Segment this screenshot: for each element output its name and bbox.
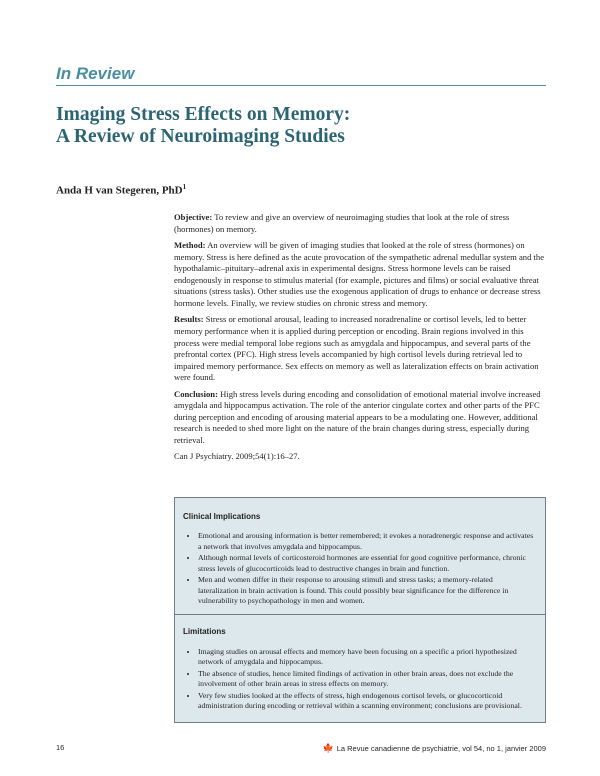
journal-footer (322, 743, 546, 754)
clinical-list (183, 531, 535, 606)
limitations-item: • Imaging studies on arousal effects and memory have been focusing on a specific a priori hypothesized network of amygdala and hippocampus. (198, 647, 535, 668)
abstract-conclusion (174, 389, 546, 447)
abstract-method (174, 240, 546, 310)
abstract-objective (174, 212, 546, 235)
abstract-results (174, 314, 546, 384)
conclusion-label: Conclusion: (174, 388, 218, 399)
results-text: Stress or emotional arousal, leading to increased noradrenaline or cortisol levels, led to better memory performance when it is applied during perception or encoding. Brain regions involved in this process were medial temporal lobe regions such as amygdala and hippocampus, and several parts of the prefrontal cortex (PFC). High stress levels accompanied by high cortisol levels during retrieval led to impaired memory performance. Sex effects on memory as well as lateralization effects on brain activation were found. (174, 314, 539, 383)
limitations-list (183, 647, 535, 712)
limitations-item: • The absence of studies, hence limited findings of activation in other brain areas, does not exclude the involvement of other brain areas in stress effects on memory. (198, 669, 535, 690)
author-superscript: 1 (182, 183, 187, 191)
section-label: In Review (56, 64, 135, 83)
author-name: Anda H van Stegeren, PhD (56, 184, 183, 197)
article-title (56, 104, 526, 148)
author-line (56, 183, 186, 197)
limitations-item: • Very few studies looked at the effects of stress, high endogenous cortisol levels, or glucocorticoid administration during encoding or retrieval within a scanning environment; conclusions are provisional. (198, 691, 535, 712)
implications-box (174, 497, 546, 723)
clinical-item: • Emotional and arousing information is better remembered; it evokes a noradrenergic response and activates a network that involves amygdala and hippocampus. (198, 531, 535, 552)
journal-name: La Revue canadienne de psychiatrie, vol 54, no 1, janvier 2009 (336, 744, 546, 753)
citation: Can J Psychiatry. 2009;54(1):16–27. (174, 451, 300, 462)
conclusion-text: High stress levels during encoding and consolidation of emotional material involve increased amygdala and hippocampus activation. The role of the anterior cingulate cortex and other parts of the PFC during perception and encoding of arousing material appears to be a modulating one. However, additional research is needed to shed more light on the nature of the brain changes during stress, especially during retrieval. (174, 388, 541, 446)
objective-text: To review and give an overview of neuroimaging studies that look at the role of stress (hormones) on memory. (174, 212, 510, 234)
results-label: Results: (174, 314, 204, 325)
clinical-heading: Clinical Implications (183, 512, 261, 521)
abstract (174, 212, 546, 468)
maple-leaf-icon: 🍁 (322, 743, 334, 753)
box-divider (175, 614, 545, 615)
method-text: An overview will be given of imaging studies that looked at the role of stress (hormones) on memory. Stress is here defined as the acute provocation of the sympathetic adrenal medullar system and the hypothalamic–pituitary–adrenal axis in experimental designs. Stress hormone levels can be raised endogenously in response to stimulus material (for example, pictures and films) or social evaluative threat situations (stress tasks). Other studies use the exogenous application of drugs to enhance or decrease stress hormone levels. Finally, we review studies on chronic stress and memory. (174, 239, 545, 308)
page-number: 16 (56, 743, 65, 752)
clinical-item: • Men and women differ in their response to arousing stimuli and stress tasks; a memory-related lateralization in brain activation is found. This could possibly bear significance for the difference in vulnerability to psychopathology in men and women. (198, 575, 535, 606)
limitations-heading: Limitations (183, 627, 226, 637)
objective-label: Objective: (174, 212, 213, 222)
clinical-item: • Although normal levels of corticosteroid hormones are essential for good cognitive performance, chronic stress levels of glucocorticoids lead to destructive changes in brain and function. (198, 553, 535, 574)
section-divider (56, 85, 546, 86)
title-line-1: Imaging Stress Effects on Memory: (56, 104, 351, 125)
title-line-2: A Review of Neuroimaging Studies (56, 126, 345, 147)
method-label: Method: (174, 239, 206, 250)
